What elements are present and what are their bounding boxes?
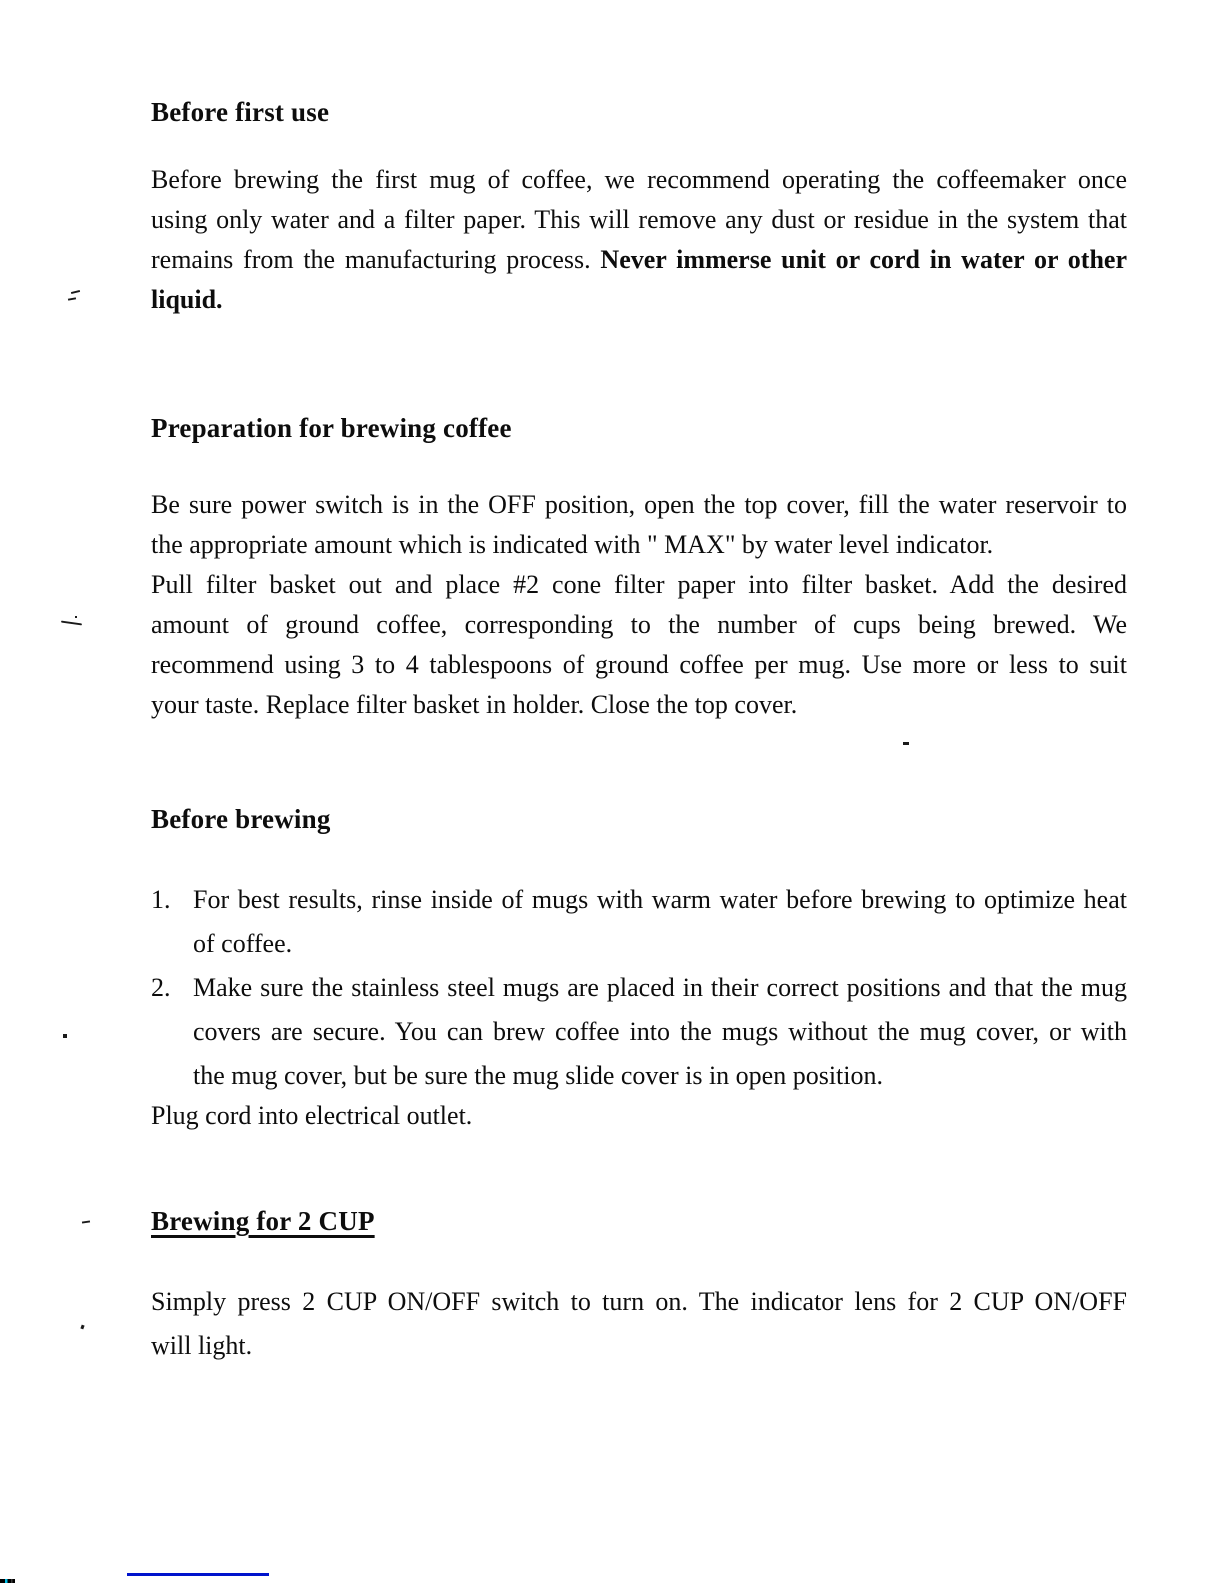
text-line: covers are secure. You can brew coffee into the mugs without the mug cover, or with	[193, 1017, 1127, 1046]
before-brewing-list	[151, 878, 1127, 1098]
paragraph-before-first-use	[151, 160, 1127, 320]
list-item-continuation	[151, 922, 1127, 966]
scan-artifact-dash	[903, 742, 909, 745]
paragraph-preparation	[151, 485, 1127, 725]
text-line: will light.	[151, 1331, 253, 1360]
list-item-number: 2.	[151, 973, 171, 1002]
text-line: recommend using 3 to 4 tablespoons of ground coffee per mug. Use more or less to suit	[151, 650, 1127, 679]
heading-before-brewing: Before brewing	[151, 804, 331, 834]
text-line: of coffee.	[193, 929, 293, 958]
scan-artifact-dot	[63, 1034, 67, 1038]
text-line: Pull filter basket out and place #2 cone filter paper into filter basket. Add the desired	[151, 570, 1127, 599]
scan-corner-mark	[0, 1579, 15, 1583]
text-line: Plug cord into electrical outlet.	[151, 1101, 473, 1130]
section-heading-preparation	[151, 412, 1127, 444]
text-segment: remains from the manufacturing process.	[151, 245, 601, 274]
paragraph-brewing-2cup	[151, 1280, 1127, 1368]
text-line: Be sure power switch is in the OFF position, open the top cover, fill the water reservoir to	[151, 490, 1127, 519]
scan-artifact-dot	[75, 616, 77, 618]
section-heading-before-brewing	[151, 803, 1127, 835]
text-line	[151, 280, 1127, 320]
text-line: your taste. Replace filter basket in holder. Close the top cover.	[151, 690, 798, 719]
text-line: amount of ground coffee, corresponding to the number of cups being brewed. We	[151, 610, 1127, 639]
text-line: using only water and a filter paper. This will remove any dust or residue in the system that	[151, 205, 1127, 234]
text-line: the appropriate amount which is indicated with " MAX" by water level indicator.	[151, 530, 994, 559]
scan-artifact-margin-squiggle	[61, 621, 82, 626]
warning-text-bold: liquid.	[151, 285, 223, 314]
heading-preparation-for-brewing: Preparation for brewing coffee	[151, 413, 512, 443]
text-line: the mug cover, but be sure the mug slide cover is in open position.	[193, 1061, 883, 1090]
text-line: For best results, rinse inside of mugs with warm water before brewing to optimize heat	[193, 885, 1127, 914]
section-heading-brewing-2cup	[151, 1205, 1127, 1237]
warning-text-bold: Never immerse unit or cord in water or other	[600, 245, 1127, 274]
plug-cord-line	[151, 1096, 1127, 1136]
list-item-continuation	[151, 1054, 1127, 1098]
text-line	[151, 240, 1127, 280]
list-item-number: 1.	[151, 885, 171, 914]
list-item	[151, 966, 1127, 1010]
list-item-continuation	[151, 1010, 1127, 1054]
scan-artifact-margin-dash	[68, 297, 76, 300]
list-item	[151, 878, 1127, 922]
scan-artifact-margin-dash	[82, 1220, 90, 1223]
scan-artifact-tick	[80, 1325, 84, 1330]
text-line: Simply press 2 CUP ON/OFF switch to turn on. The indicator lens for 2 CUP ON/OFF	[151, 1287, 1127, 1316]
scan-artifact-margin-dash	[71, 290, 80, 294]
text-line: Make sure the stainless steel mugs are placed in their correct positions and that the mug	[193, 973, 1127, 1002]
heading-before-first-use: Before first use	[151, 97, 330, 127]
heading-brewing-for-2cup: Brewing for 2 CUP	[151, 1206, 375, 1236]
section-heading-before-first-use	[151, 96, 1127, 128]
scan-blue-underline	[127, 1573, 269, 1576]
text-line: Before brewing the first mug of coffee, we recommend operating the coffeemaker once	[151, 165, 1127, 194]
